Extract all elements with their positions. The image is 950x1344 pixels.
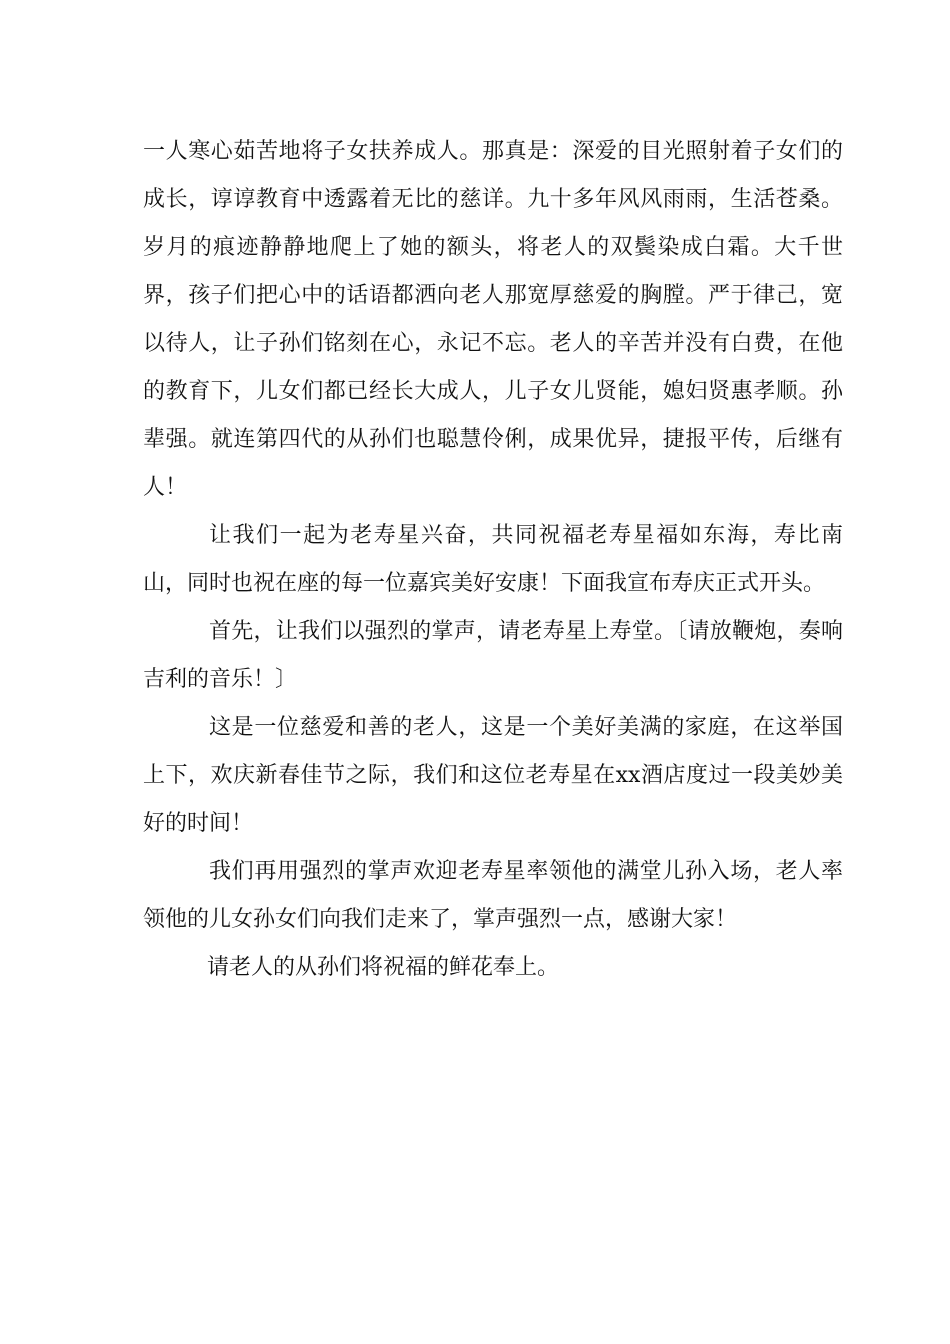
paragraph-continuation: 一人寒心茹苦地将子女扶养成人。那真是：深爱的目光照射着子女们的成长，谆谆教育中透露着无比的慈详。九十多年风风雨雨，生活苍桑。岁月的痕迹静静地爬上了她的额头，将老人的双鬓染成白霜。大千世界，孩子们把心中的话语都洒向老人那宽厚慈爱的胸膛。严于律己，宽以待人，让子孙们铭刻在心，永记不忘。老人的辛苦并没有白费，在他的教育下，儿女们都已经长大成人，儿子女儿贤能，媳妇贤惠孝顺。孙辈强。就连第四代的从孙们也聪慧伶俐，成果优异，捷报平传，后继有人！ <box>143 139 843 500</box>
paragraph-family-description: 这是一位慈爱和善的老人，这是一个美好美满的家庭，在这举国上下，欢庆新春佳节之际，我们和这位老寿星在xx酒店度过一段美妙美好的时间！ <box>143 715 843 836</box>
paragraph-flower-offering: 请老人的从孙们将祝福的鲜花奉上。 <box>207 955 560 980</box>
document-body <box>143 128 843 992</box>
paragraph-applause-entrance: 首先，让我们以强烈的掌声，请老寿星上寿堂。〔请放鞭炮，奏响吉利的音乐！〕 <box>143 619 843 692</box>
paragraph-blessing: 让我们一起为老寿星兴奋，共同祝福老寿星福如东海，寿比南山，同时也祝在座的每一位嘉宾美好安康！下面我宣布寿庆正式开头。 <box>143 523 843 596</box>
paragraph-welcome-procession: 我们再用强烈的掌声欢迎老寿星率领他的满堂儿孙入场，老人率领他的儿女孙女们向我们走来了，掌声强烈一点，感谢大家！ <box>143 859 843 932</box>
